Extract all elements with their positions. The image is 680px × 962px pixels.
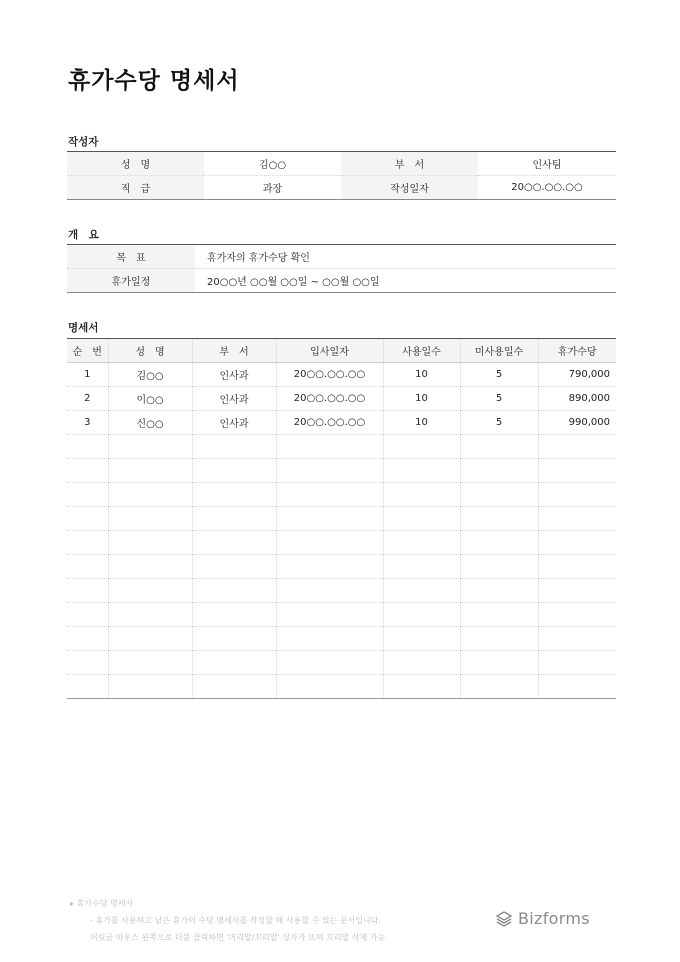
empty-row — [67, 579, 616, 603]
empty-cell — [67, 651, 108, 675]
statement-table — [67, 338, 616, 699]
empty-cell — [192, 483, 276, 507]
cell-join-date: 20○○.○○.○○ — [276, 411, 383, 435]
empty-row — [67, 651, 616, 675]
empty-cell — [192, 459, 276, 483]
empty-cell — [276, 555, 383, 579]
empty-cell — [538, 459, 616, 483]
empty-cell — [538, 555, 616, 579]
empty-cell — [538, 435, 616, 459]
table-row — [67, 387, 616, 411]
empty-cell — [383, 651, 460, 675]
schedule-label: 휴가일정 — [67, 269, 195, 293]
empty-cell — [67, 579, 108, 603]
empty-cell — [383, 507, 460, 531]
empty-cell — [67, 435, 108, 459]
empty-cell — [276, 579, 383, 603]
header-name: 성 명 — [108, 339, 192, 363]
empty-cell — [108, 483, 192, 507]
empty-cell — [460, 483, 538, 507]
bizforms-logo — [495, 909, 590, 928]
cell-used-days: 10 — [383, 363, 460, 387]
empty-cell — [108, 603, 192, 627]
footer-description: - 휴가를 사용하고 남은 휴가의 수당 명세서를 작성할 때 사용할 수 있는 문서입니다. — [90, 916, 381, 925]
section-title-statement: 명세서 — [68, 322, 99, 334]
cell-name: 이○○ — [108, 387, 192, 411]
footer-instruction: 머릿글 마우스 왼쪽으로 더블 클릭하면 '머리말/꼬리말' 상자가 뜨며 꼬리말 삭제 가능 — [90, 933, 386, 942]
date-value: 20○○.○○.○○ — [511, 182, 583, 193]
empty-cell — [192, 435, 276, 459]
empty-cell — [383, 531, 460, 555]
empty-cell — [538, 483, 616, 507]
header-join-date: 입사일자 — [276, 339, 383, 363]
empty-cell — [460, 507, 538, 531]
cell-number: 1 — [67, 363, 108, 387]
empty-cell — [276, 675, 383, 699]
name-value: 김○○ — [204, 152, 341, 176]
cell-used-days: 10 — [383, 411, 460, 435]
empty-row — [67, 675, 616, 699]
author-table — [67, 151, 616, 200]
table-row — [67, 363, 616, 387]
empty-cell — [192, 531, 276, 555]
empty-cell — [67, 459, 108, 483]
empty-cell — [108, 435, 192, 459]
header-unused-days: 미사용일수 — [460, 339, 538, 363]
empty-cell — [67, 675, 108, 699]
author-row — [67, 152, 616, 176]
empty-row — [67, 507, 616, 531]
empty-cell — [192, 579, 276, 603]
section-title-overview: 개 요 — [68, 229, 99, 241]
header-allowance: 휴가수당 — [538, 339, 616, 363]
empty-cell — [67, 483, 108, 507]
empty-cell — [460, 651, 538, 675]
empty-cell — [383, 555, 460, 579]
overview-row — [67, 245, 616, 269]
empty-cell — [192, 675, 276, 699]
empty-cell — [67, 627, 108, 651]
empty-cell — [276, 531, 383, 555]
author-row — [67, 176, 616, 200]
footer-note — [70, 895, 385, 946]
cell-department: 인사과 — [192, 411, 276, 435]
empty-cell — [108, 459, 192, 483]
empty-cell — [383, 579, 460, 603]
empty-cell — [192, 627, 276, 651]
statement-header-row — [67, 339, 616, 363]
empty-cell — [383, 627, 460, 651]
empty-cell — [460, 459, 538, 483]
empty-cell — [460, 435, 538, 459]
date-label: 작성일자 — [341, 176, 478, 200]
empty-cell — [276, 459, 383, 483]
cell-department: 인사과 — [192, 363, 276, 387]
empty-cell — [276, 435, 383, 459]
empty-cell — [108, 579, 192, 603]
logo-text: Bizforms — [518, 909, 590, 928]
empty-cell — [108, 675, 192, 699]
empty-cell — [276, 627, 383, 651]
goal-label: 목 표 — [67, 245, 195, 269]
goal-value: 휴가자의 휴가수당 확인 — [195, 245, 616, 269]
empty-row — [67, 435, 616, 459]
empty-row — [67, 459, 616, 483]
header-department: 부 서 — [192, 339, 276, 363]
empty-cell — [276, 507, 383, 531]
cell-unused-days: 5 — [460, 411, 538, 435]
department-label: 부 서 — [341, 152, 478, 176]
cell-unused-days: 5 — [460, 387, 538, 411]
layers-icon — [495, 910, 513, 928]
empty-cell — [383, 603, 460, 627]
empty-cell — [108, 531, 192, 555]
table-row — [67, 411, 616, 435]
empty-row — [67, 531, 616, 555]
empty-cell — [67, 531, 108, 555]
empty-cell — [108, 507, 192, 531]
empty-cell — [383, 435, 460, 459]
empty-cell — [460, 579, 538, 603]
empty-cell — [460, 555, 538, 579]
empty-cell — [108, 651, 192, 675]
cell-allowance: 790,000 — [538, 363, 616, 387]
empty-cell — [460, 627, 538, 651]
cell-used-days: 10 — [383, 387, 460, 411]
schedule-value: 20○○년 ○○월 ○○일 ~ ○○월 ○○일 — [207, 277, 380, 288]
empty-cell — [276, 603, 383, 627]
empty-cell — [192, 507, 276, 531]
header-used-days: 사용일수 — [383, 339, 460, 363]
empty-cell — [460, 531, 538, 555]
empty-cell — [538, 651, 616, 675]
position-label: 직 급 — [67, 176, 204, 200]
empty-cell — [538, 627, 616, 651]
empty-cell — [538, 675, 616, 699]
header-number: 순 번 — [67, 339, 108, 363]
cell-department: 인사과 — [192, 387, 276, 411]
empty-cell — [192, 555, 276, 579]
empty-cell — [276, 651, 383, 675]
empty-row — [67, 555, 616, 579]
empty-cell — [538, 579, 616, 603]
page-title: 휴가수당 명세서 — [68, 68, 240, 94]
overview-row — [67, 269, 616, 293]
empty-cell — [383, 483, 460, 507]
empty-row — [67, 627, 616, 651]
empty-cell — [108, 627, 192, 651]
empty-cell — [538, 507, 616, 531]
cell-unused-days: 5 — [460, 363, 538, 387]
department-value: 인사팀 — [478, 152, 616, 176]
empty-row — [67, 603, 616, 627]
empty-cell — [383, 675, 460, 699]
empty-row — [67, 483, 616, 507]
cell-join-date: 20○○.○○.○○ — [276, 363, 383, 387]
empty-cell — [276, 483, 383, 507]
cell-join-date: 20○○.○○.○○ — [276, 387, 383, 411]
cell-number: 3 — [67, 411, 108, 435]
empty-cell — [538, 603, 616, 627]
position-value: 과장 — [262, 184, 283, 195]
cell-name: 신○○ — [108, 411, 192, 435]
empty-cell — [383, 459, 460, 483]
overview-table — [67, 244, 616, 293]
empty-cell — [192, 603, 276, 627]
empty-cell — [67, 555, 108, 579]
empty-cell — [460, 603, 538, 627]
empty-cell — [108, 555, 192, 579]
empty-cell — [67, 507, 108, 531]
cell-number: 2 — [67, 387, 108, 411]
empty-cell — [67, 603, 108, 627]
cell-allowance: 890,000 — [538, 387, 616, 411]
name-label: 성 명 — [67, 152, 204, 176]
section-title-author: 작성자 — [68, 136, 99, 148]
cell-name: 김○○ — [108, 363, 192, 387]
footer-title: ▸ 휴가수당 명세서 — [70, 899, 134, 908]
cell-allowance: 990,000 — [538, 411, 616, 435]
empty-cell — [538, 531, 616, 555]
empty-cell — [192, 651, 276, 675]
empty-cell — [460, 675, 538, 699]
